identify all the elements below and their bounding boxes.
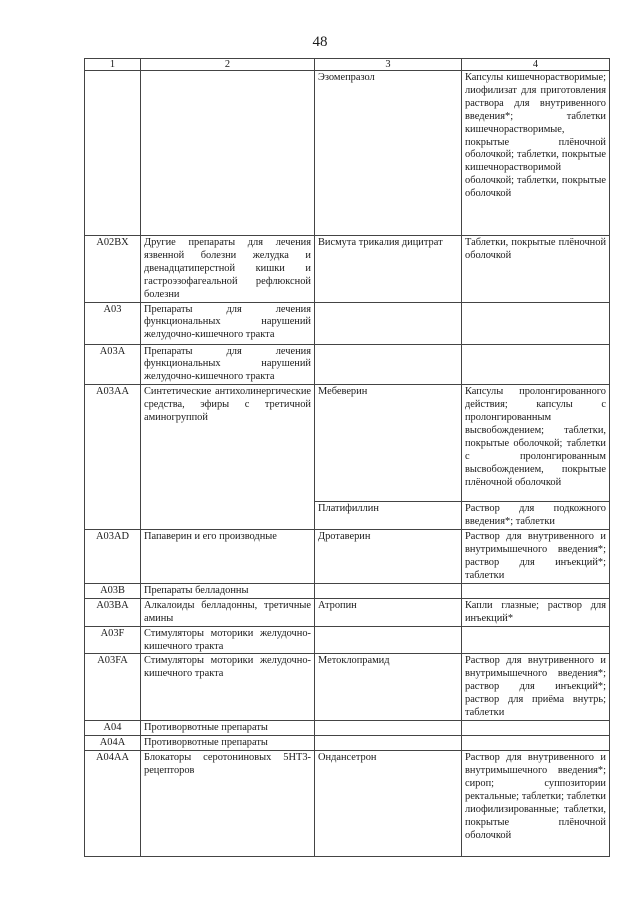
table-row [85,344,610,385]
dosage-forms: Раствор для подкожного введения*; таблетки [462,502,610,530]
dosage-forms [462,626,610,654]
dosage-forms: Раствор для внутривенного и внутримышечного введения*; сироп; суппозитории ректальные; таблетки; таблетки лиофилизированные; таблетки, покрытые плёночной оболочкой [462,751,610,857]
page-number: 48 [312,34,328,50]
drug-name [315,736,462,751]
dosage-forms [462,302,610,344]
group-name: Препараты белладонны [141,583,315,598]
group-name: Противорвотные препараты [141,721,315,736]
drug-name [315,583,462,598]
dosage-forms: Капсулы пролонгированного действия; капсулы с пролонгированным высвобождением; таблетки, покрытые оболочкой; таблетки с пролонгированным высвобождением, покрытые плёночной оболочкой [462,385,610,502]
drug-name: Висмута трикалия дицитрат [315,236,462,303]
atc-code: A02BX [85,236,141,303]
table-row [85,302,610,344]
group-name: Блокаторы серотониновых 5HT3-рецепторов [141,751,315,857]
dosage-forms [462,583,610,598]
table-row [85,598,610,626]
table-row [85,385,610,502]
header-col-2: 2 [141,59,315,71]
dosage-forms: Таблетки, покрытые плёночной оболочкой [462,236,610,303]
dosage-forms [462,344,610,385]
dosage-forms [462,736,610,751]
atc-code: A03AA [85,385,141,502]
group-name: Противорвотные препараты [141,736,315,751]
drug-name [315,626,462,654]
atc-code: A04 [85,721,141,736]
group-name: Препараты для лечения функциональных нарушений желудочно-кишечного тракта [141,344,315,385]
header-col-3: 3 [315,59,462,71]
atc-code: A03 [85,302,141,344]
header-col-1: 1 [85,59,141,71]
table-row [85,502,610,530]
group-name: Стимуляторы моторики желудочно-кишечного тракта [141,626,315,654]
table-row [85,736,610,751]
dosage-forms: Капли глазные; раствор для инъекций* [462,598,610,626]
atc-code [85,502,141,530]
dosage-forms: Раствор для внутривенного и внутримышечного введения*; раствор для инъекций*; таблетки [462,530,610,584]
header-row [85,59,610,71]
drug-name: Атропин [315,598,462,626]
drug-name: Эзомепразол [315,71,462,236]
drug-name: Ондансетрон [315,751,462,857]
drug-name: Метоклопрамид [315,654,462,721]
table-row [85,721,610,736]
dosage-forms: Раствор для внутривенного и внутримышечного введения*; раствор для инъекций*; раствор для приёма внутрь; таблетки [462,654,610,721]
drug-table [84,58,610,857]
group-name: Препараты для лечения функциональных нарушений желудочно-кишечного тракта [141,302,315,344]
table-row [85,530,610,584]
drug-name [315,721,462,736]
atc-code: A03A [85,344,141,385]
table-row [85,71,610,236]
dosage-forms: Капсулы кишечнорастворимые; лиофилизат для приготовления раствора для внутривенного введения*; таблетки кишечнорастворимые, покрытые плёночной оболочкой; таблетки, покрытые кишечнорастворимой оболочкой; таблетки, покрытые оболочкой [462,71,610,236]
atc-code: A04AA [85,751,141,857]
group-name: Синтетические антихолинергические средства, эфиры с третичной аминогруппой [141,385,315,502]
atc-code: A03AD [85,530,141,584]
header-col-4: 4 [462,59,610,71]
drug-name: Дротаверин [315,530,462,584]
dosage-forms [462,721,610,736]
table-row [85,236,610,303]
atc-code: A03B [85,583,141,598]
drug-name [315,344,462,385]
table-row [85,583,610,598]
group-name: Алкалоиды белладонны, третичные амины [141,598,315,626]
group-name: Другие препараты для лечения язвенной болезни желудка и двенадцатиперстной кишки и гастроэзофагеальной рефлюксной болезни [141,236,315,303]
atc-code [85,71,141,236]
group-name [141,71,315,236]
drug-name [315,302,462,344]
drug-name: Мебеверин [315,385,462,502]
group-name: Стимуляторы моторики желудочно-кишечного тракта [141,654,315,721]
table-row [85,751,610,857]
atc-code: A03FA [85,654,141,721]
drug-name: Платифиллин [315,502,462,530]
atc-code: A03F [85,626,141,654]
atc-code: A03BA [85,598,141,626]
group-name [141,502,315,530]
group-name: Папаверин и его производные [141,530,315,584]
table-row [85,626,610,654]
atc-code: A04A [85,736,141,751]
table-row [85,654,610,721]
